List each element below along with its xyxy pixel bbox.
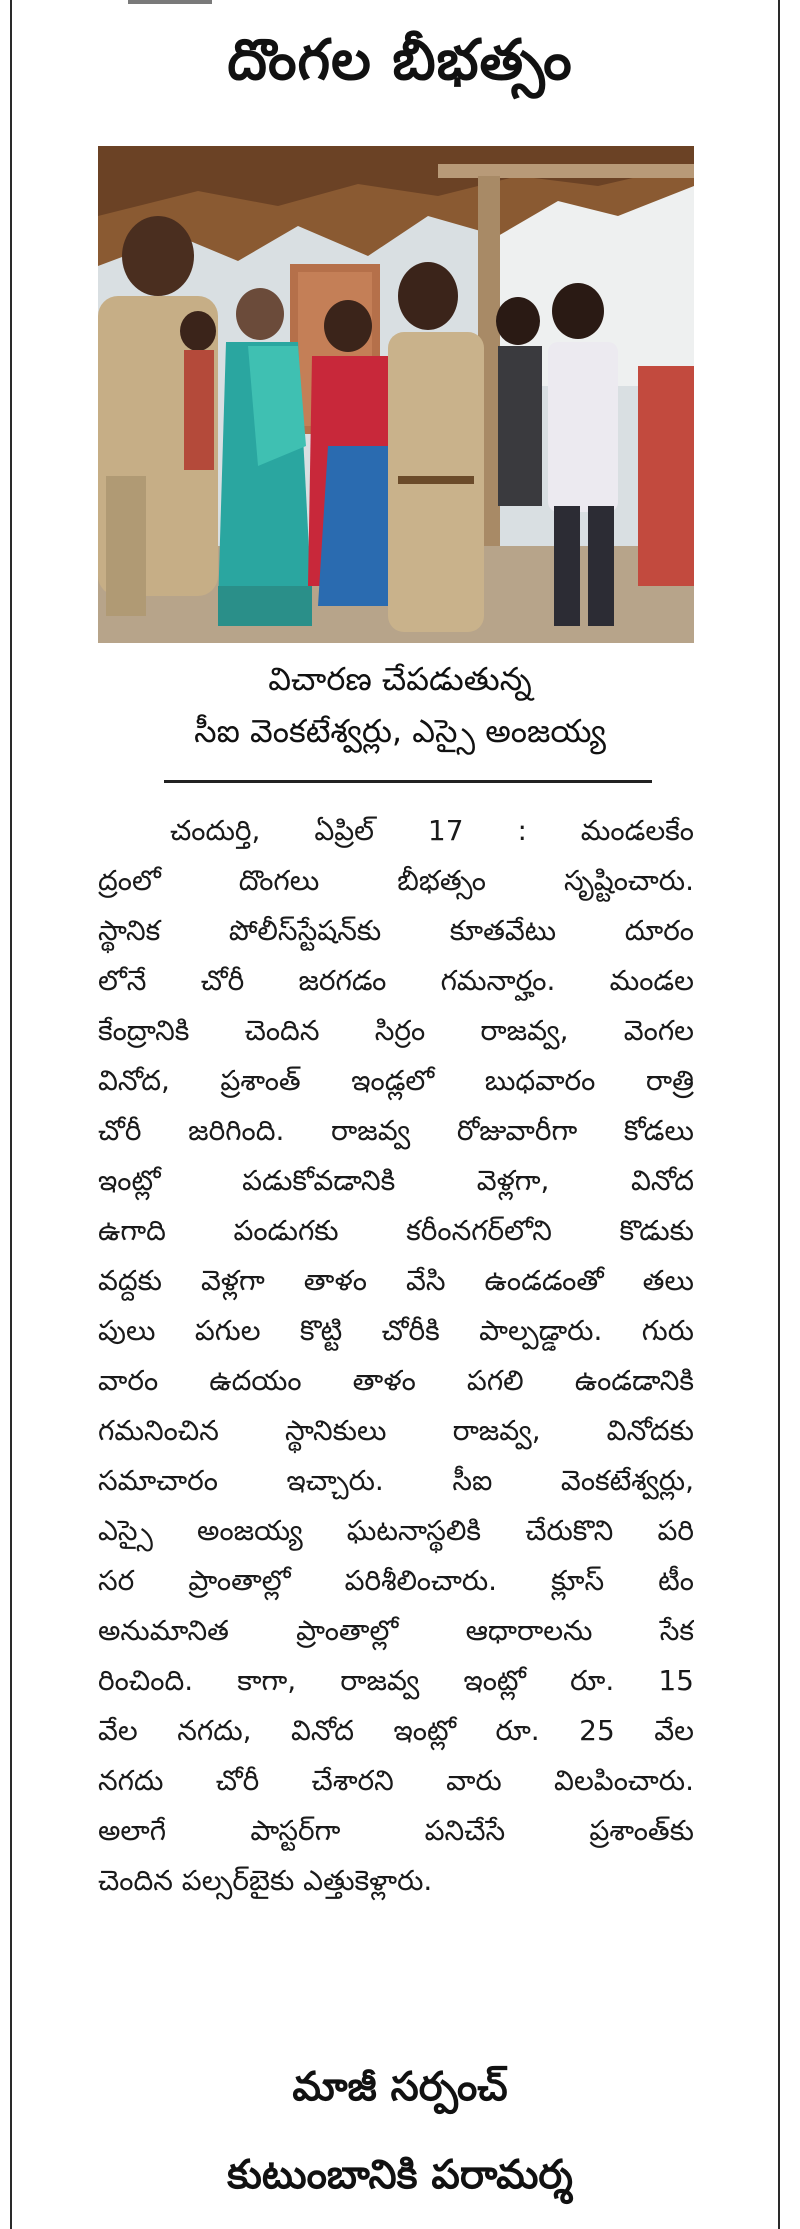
body-line: ఉగాది పండుగకు కరీంనగర్‌లోని కొడుకు <box>98 1214 694 1247</box>
body-line: అనుమానిత ప్రాంతాల్లో ఆధారాలను సేక <box>98 1614 694 1647</box>
body-line: గమనించిన స్థానికులు రాజవ్వ, వినోదకు <box>98 1414 694 1447</box>
body-line: స్థానిక పోలీస్‌స్టేషన్‌కు కూతవేటు దూరం <box>98 914 694 947</box>
body-line: సమాచారం ఇచ్చారు. సీఐ వెంకటేశ్వర్లు, <box>98 1464 694 1497</box>
body-line: వద్దకు వెళ్లగా తాళం వేసి ఉండడంతో తలు <box>98 1264 694 1297</box>
news-photo <box>98 146 694 643</box>
photo-caption-line-2: సీఐ వెంకటేశ్వర్లు, ఎస్సై అంజయ్య <box>194 712 606 750</box>
body-line: ద్రంలో దొంగలు బీభత్సం సృష్టించారు. <box>98 864 694 897</box>
body-line: ఇంట్లో పడుకోవడానికి వెళ్లగా, వినోద <box>98 1164 694 1197</box>
body-line: వేల నగదు, వినోద ఇంట్లో రూ. 25 వేల <box>98 1714 694 1747</box>
body-line: వారం ఉదయం తాళం పగలి ఉండడానికి <box>98 1364 694 1397</box>
body-line: నగదు చోరీ చేశారని వారు విలపించారు. <box>98 1764 694 1797</box>
body-line: అలాగే పాస్టర్‌గా పనిచేసే ప్రశాంత్‌కు <box>98 1814 694 1847</box>
body-line: వినోద, ప్రశాంత్ ఇండ్లలో బుధవారం రాత్రి <box>98 1064 694 1097</box>
headline: దొంగల బీభత్సం <box>227 28 573 93</box>
sub-headline-2: కుటుంబానికి పరామర్శ <box>227 2152 573 2198</box>
body-line: పులు పగుల కొట్టి చోరీకి పాల్పడ్డారు. గురు <box>98 1314 694 1347</box>
body-line: చందుర్తి, ఏప్రిల్ 17 : మండలకేం <box>170 814 694 847</box>
body-line: లోనే చోరీ జరగడం గమనార్హం. మండల <box>98 964 694 997</box>
body-line: కేంద్రానికి చెందిన సిర్రం రాజవ్వ, వెంగల <box>98 1014 694 1047</box>
body-line: చెందిన పల్సర్‌బైకు ఎత్తుకెళ్లారు. <box>98 1864 433 1897</box>
body-line: సర ప్రాంతాల్లో పరిశీలించారు. క్లూస్ టీం <box>98 1564 694 1597</box>
photo-caption-line-1: విచారణ చేపడుతున్న <box>268 660 532 698</box>
body-line: చోరీ జరిగింది. రాజవ్వ రోజువారీగా కోడలు <box>98 1114 694 1147</box>
sub-headline-1: మాజీ సర్పంచ్ <box>292 2064 508 2110</box>
caption-divider <box>164 780 652 783</box>
body-line: రించింది. కాగా, రాజవ్వ ఇంట్లో రూ. 15 <box>98 1664 694 1697</box>
top-strip <box>128 0 212 4</box>
body-line: ఎస్సై అంజయ్య ఘటనాస్థలికి చేరుకొని పరి <box>98 1514 694 1547</box>
article-body <box>98 806 694 1906</box>
